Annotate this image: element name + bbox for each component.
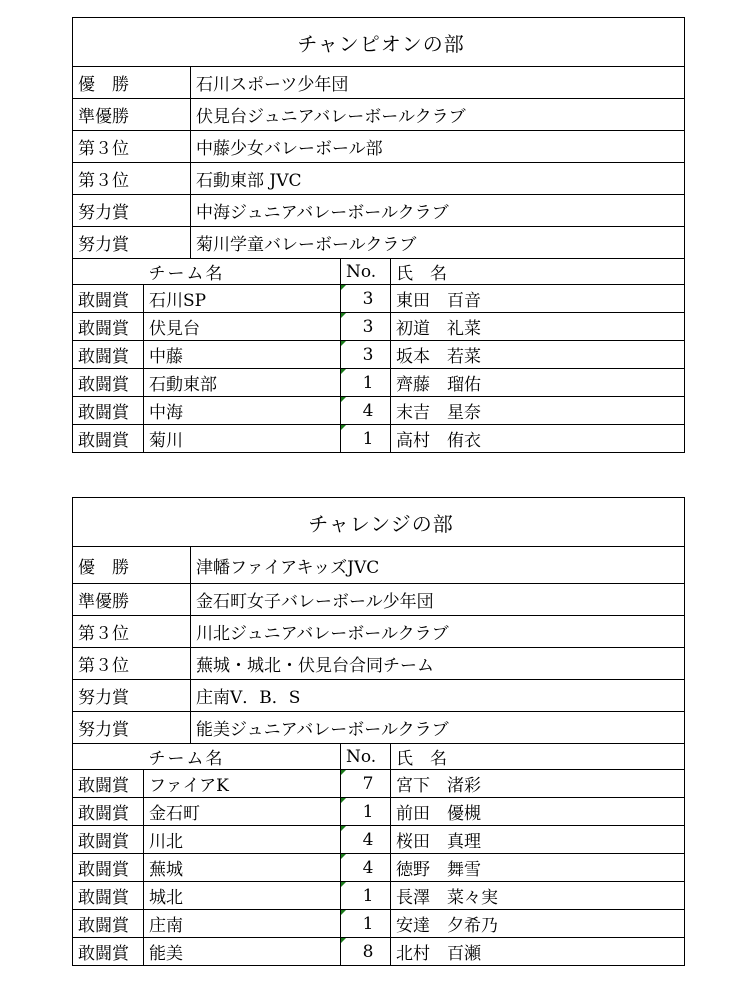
cell-comment-marker [341,341,346,346]
player-number: 1 [362,885,374,906]
award-row [73,163,685,195]
fighting-header-row [73,259,685,285]
challenge-section [72,497,684,966]
player-name: 桜田 真理 [391,826,685,854]
player-number-cell [341,770,391,798]
player-number-cell [341,826,391,854]
header-name: 氏 名 [391,259,685,285]
player-number: 3 [362,344,374,365]
fighting-award: 敢闘賞 [73,425,144,453]
fighting-row [73,798,685,826]
fighting-row [73,770,685,798]
fighting-row [73,854,685,882]
player-name: 初道 礼菜 [391,313,685,341]
award-rank: 努力賞 [73,227,191,259]
cell-comment-marker [341,770,346,775]
player-number: 1 [362,372,374,393]
award-row [73,616,685,648]
player-number: 3 [362,316,374,337]
award-rank: 第３位 [73,163,191,195]
player-number: 4 [362,829,374,850]
player-number-cell [341,285,391,313]
champion-section [72,17,684,453]
player-number-cell [341,425,391,453]
player-name: 北村 百瀬 [391,938,685,966]
fighting-award: 敢闘賞 [73,854,144,882]
award-team: 金石町女子バレーボール少年団 [191,584,685,616]
fighting-row [73,425,685,453]
fighting-team: 金石町 [144,798,341,826]
award-team: 庄南V．B．S [191,680,685,712]
award-rank: 努力賞 [73,712,191,744]
player-number: 1 [362,913,374,934]
fighting-team: ファイアK [144,770,341,798]
fighting-award: 敢闘賞 [73,369,144,397]
award-rank: 努力賞 [73,195,191,227]
fighting-row [73,313,685,341]
award-row [73,227,685,259]
player-name: 東田 百音 [391,285,685,313]
fighting-award: 敢闘賞 [73,341,144,369]
fighting-award: 敢闘賞 [73,938,144,966]
fighting-award: 敢闘賞 [73,397,144,425]
fighting-row [73,285,685,313]
award-rank: 準優勝 [73,99,191,131]
section-title: チャレンジの部 [73,498,685,547]
player-number-cell [341,341,391,369]
award-row [73,547,685,584]
award-rank: 第３位 [73,648,191,680]
award-team: 川北ジュニアバレーボールクラブ [191,616,685,648]
challenge-results-table [72,497,685,966]
cell-comment-marker [341,313,346,318]
cell-comment-marker [341,826,346,831]
award-rank: 優 勝 [73,547,191,584]
award-row [73,67,685,99]
player-name: 安達 夕希乃 [391,910,685,938]
fighting-award: 敢闘賞 [73,882,144,910]
award-row [73,712,685,744]
player-number-cell [341,938,391,966]
award-team: 中藤少女バレーボール部 [191,131,685,163]
award-row [73,99,685,131]
player-number: 8 [362,941,374,962]
header-no: No. [341,259,391,285]
cell-comment-marker [341,910,346,915]
cell-comment-marker [341,798,346,803]
player-name: 宮下 渚彩 [391,770,685,798]
fighting-award: 敢闘賞 [73,910,144,938]
award-team: 蕪城・城北・伏見台合同チーム [191,648,685,680]
fighting-team: 石川SP [144,285,341,313]
header-team: チーム名 [144,259,341,285]
player-name: 末吉 星奈 [391,397,685,425]
player-number-cell [341,798,391,826]
fighting-row [73,938,685,966]
header-blank [73,259,144,285]
player-number: 3 [362,288,374,309]
fighting-team: 川北 [144,826,341,854]
fighting-row [73,826,685,854]
fighting-team: 能美 [144,938,341,966]
award-team: 中海ジュニアバレーボールクラブ [191,195,685,227]
player-number: 4 [362,400,374,421]
award-row [73,195,685,227]
player-number: 4 [362,857,374,878]
player-name: 坂本 若菜 [391,341,685,369]
player-number-cell [341,313,391,341]
fighting-award: 敢闘賞 [73,826,144,854]
award-rank: 努力賞 [73,680,191,712]
award-team: 石川スポーツ少年団 [191,67,685,99]
award-rank: 準優勝 [73,584,191,616]
award-row [73,680,685,712]
award-rank: 第３位 [73,616,191,648]
header-no: No. [341,744,391,770]
fighting-award: 敢闘賞 [73,770,144,798]
cell-comment-marker [341,425,346,430]
fighting-award: 敢闘賞 [73,313,144,341]
player-name: 前田 優槻 [391,798,685,826]
fighting-row [73,369,685,397]
cell-comment-marker [341,285,346,290]
fighting-award: 敢闘賞 [73,285,144,313]
award-team: 石動東部 JVC [191,163,685,195]
cell-comment-marker [341,397,346,402]
fighting-row [73,341,685,369]
fighting-team: 伏見台 [144,313,341,341]
player-name: 徳野 舞雪 [391,854,685,882]
fighting-row [73,397,685,425]
fighting-award: 敢闘賞 [73,798,144,826]
header-blank [73,744,144,770]
award-team: 能美ジュニアバレーボールクラブ [191,712,685,744]
fighting-header-row [73,744,685,770]
player-number-cell [341,854,391,882]
fighting-row [73,882,685,910]
fighting-team: 中藤 [144,341,341,369]
fighting-team: 庄南 [144,910,341,938]
award-row [73,131,685,163]
player-name: 長澤 菜々実 [391,882,685,910]
player-name: 高村 侑衣 [391,425,685,453]
award-team: 伏見台ジュニアバレーボールクラブ [191,99,685,131]
cell-comment-marker [341,369,346,374]
award-team: 菊川学童バレーボールクラブ [191,227,685,259]
award-team: 津幡ファイアキッズJVC [191,547,685,584]
award-row [73,648,685,680]
fighting-team: 中海 [144,397,341,425]
player-name: 齊藤 瑠佑 [391,369,685,397]
header-team: チーム名 [144,744,341,770]
player-number-cell [341,910,391,938]
fighting-team: 菊川 [144,425,341,453]
award-row [73,584,685,616]
cell-comment-marker [341,882,346,887]
player-number-cell [341,397,391,425]
section-title: チャンピオンの部 [73,18,685,67]
award-rank: 第３位 [73,131,191,163]
fighting-team: 蕪城 [144,854,341,882]
champion-results-table [72,17,685,453]
fighting-team: 石動東部 [144,369,341,397]
award-rank: 優 勝 [73,67,191,99]
player-number-cell [341,369,391,397]
fighting-row [73,910,685,938]
player-number: 1 [362,801,374,822]
cell-comment-marker [341,854,346,859]
fighting-team: 城北 [144,882,341,910]
player-number: 7 [362,773,374,794]
cell-comment-marker [341,938,346,943]
player-number: 1 [362,428,374,449]
player-number-cell [341,882,391,910]
header-name: 氏 名 [391,744,685,770]
